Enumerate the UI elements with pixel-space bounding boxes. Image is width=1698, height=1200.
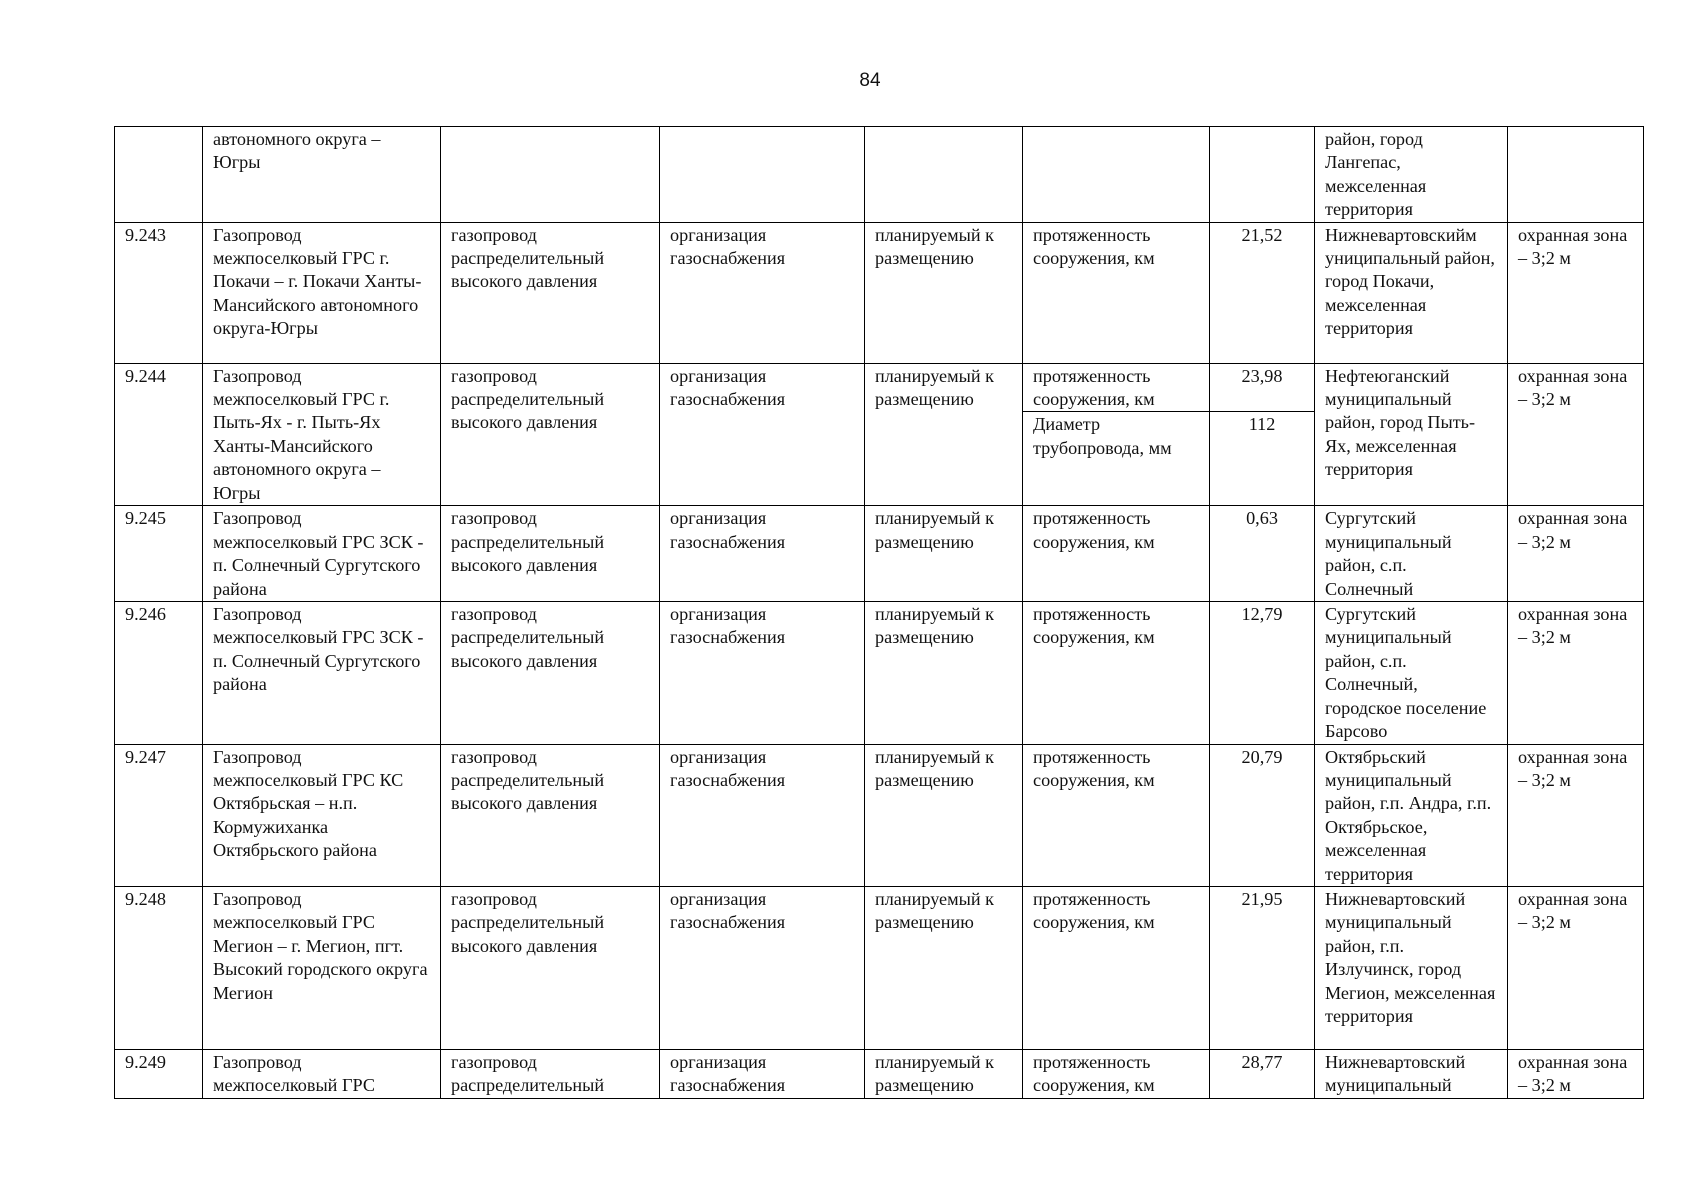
page-number: 84 xyxy=(859,70,881,91)
cell-id: 9.247 xyxy=(115,744,203,886)
table-row xyxy=(115,1049,1644,1098)
cell-name: автономного округа – Югры xyxy=(203,127,441,223)
cell-value: 23,98 xyxy=(1210,363,1315,412)
cell-status xyxy=(865,127,1023,223)
cell-param-diameter: Диаметр трубопровода, мм xyxy=(1023,412,1210,506)
table-row xyxy=(115,222,1644,363)
cell-name: Газопровод межпоселковый ГРС г. Покачи – г. Покачи Ханты-Мансийского автономного округа-Югры xyxy=(203,222,441,363)
cell-location: Нижневартовскийм униципальный район, город Покачи, межселенная территория xyxy=(1315,222,1508,363)
cell-name: Газопровод межпоселковый ГРС Мегион – г. Мегион, пгт. Высокий городского округа Мегион xyxy=(203,886,441,1049)
cell-id: 9.243 xyxy=(115,222,203,363)
cell-value xyxy=(1210,127,1315,223)
cell-param: протяженность сооружения, км xyxy=(1023,602,1210,744)
cell-zone: охранная зона – 3;2 м xyxy=(1508,506,1644,602)
cell-location: Октябрьский муниципальный район, г.п. Андра, г.п. Октябрьское, межселенная территория xyxy=(1315,744,1508,886)
cell-param: протяженность сооружения, км xyxy=(1023,222,1210,363)
cell-value: 21,52 xyxy=(1210,222,1315,363)
cell-status: планируемый к размещению xyxy=(865,506,1023,602)
cell-zone: охранная зона – 3;2 м xyxy=(1508,363,1644,506)
cell-status: планируемый к размещению xyxy=(865,886,1023,1049)
cell-value-diameter: 112 xyxy=(1210,412,1315,506)
cell-type: газопровод распределительный высокого давления xyxy=(441,744,660,886)
cell-id: 9.244 xyxy=(115,363,203,506)
cell-type: газопровод распределительный xyxy=(441,1049,660,1098)
table-row xyxy=(115,506,1644,602)
cell-org: организация газоснабжения xyxy=(660,744,865,886)
cell-org: организация газоснабжения xyxy=(660,222,865,363)
cell-zone: охранная зона – 3;2 м xyxy=(1508,744,1644,886)
cell-status: планируемый к размещению xyxy=(865,222,1023,363)
cell-value: 21,95 xyxy=(1210,886,1315,1049)
cell-name: Газопровод межпоселковый ГРС КС Октябрьская – н.п. Кормужиханка Октябрьского района xyxy=(203,744,441,886)
cell-type: газопровод распределительный высокого давления xyxy=(441,602,660,744)
cell-type xyxy=(441,127,660,223)
cell-location: Сургутский муниципальный район, с.п. Солнечный xyxy=(1315,506,1508,602)
cell-name: Газопровод межпоселковый ГРС ЗСК - п. Солнечный Сургутского района xyxy=(203,602,441,744)
table-row xyxy=(115,744,1644,886)
cell-value: 20,79 xyxy=(1210,744,1315,886)
table-row-continuation xyxy=(115,127,1644,223)
cell-value: 0,63 xyxy=(1210,506,1315,602)
cell-value: 28,77 xyxy=(1210,1049,1315,1098)
cell-location: Нижневартовский муниципальный xyxy=(1315,1049,1508,1098)
table-row xyxy=(115,602,1644,744)
cell-status: планируемый к размещению xyxy=(865,744,1023,886)
cell-zone: охранная зона – 3;2 м xyxy=(1508,1049,1644,1098)
cell-org: организация газоснабжения xyxy=(660,886,865,1049)
cell-type: газопровод распределительный высокого давления xyxy=(441,506,660,602)
cell-status: планируемый к размещению xyxy=(865,602,1023,744)
cell-param: протяженность сооружения, км xyxy=(1023,363,1210,412)
cell-location: Нижневартовский муниципальный район, г.п. Излучинск, город Мегион, межселенная территория xyxy=(1315,886,1508,1049)
cell-param: протяженность сооружения, км xyxy=(1023,744,1210,886)
cell-org xyxy=(660,127,865,223)
cell-type: газопровод распределительный высокого давления xyxy=(441,363,660,506)
cell-zone xyxy=(1508,127,1644,223)
cell-location: Нефтеюганский муниципальный район, город Пыть-Ях, межселенная территория xyxy=(1315,363,1508,506)
cell-param: протяженность сооружения, км xyxy=(1023,886,1210,1049)
cell-status: планируемый к размещению xyxy=(865,1049,1023,1098)
table-row xyxy=(115,363,1644,412)
cell-id: 9.245 xyxy=(115,506,203,602)
cell-zone: охранная зона – 3;2 м xyxy=(1508,222,1644,363)
cell-location: Сургутский муниципальный район, с.п. Солнечный, городское поселение Барсово xyxy=(1315,602,1508,744)
cell-zone: охранная зона – 3;2 м xyxy=(1508,602,1644,744)
cell-org: организация газоснабжения xyxy=(660,363,865,506)
cell-name: Газопровод межпоселковый ГРС xyxy=(203,1049,441,1098)
cell-id: 9.248 xyxy=(115,886,203,1049)
cell-param xyxy=(1023,127,1210,223)
cell-name: Газопровод межпоселковый ГРС ЗСК - п. Солнечный Сургутского района xyxy=(203,506,441,602)
cell-id xyxy=(115,127,203,223)
cell-type: газопровод распределительный высокого давления xyxy=(441,222,660,363)
cell-zone: охранная зона – 3;2 м xyxy=(1508,886,1644,1049)
cell-value: 12,79 xyxy=(1210,602,1315,744)
table-row xyxy=(115,886,1644,1049)
cell-status: планируемый к размещению xyxy=(865,363,1023,506)
cell-location: район, город Лангепас, межселенная территория xyxy=(1315,127,1508,223)
cell-type: газопровод распределительный высокого давления xyxy=(441,886,660,1049)
cell-id: 9.249 xyxy=(115,1049,203,1098)
cell-org: организация газоснабжения xyxy=(660,506,865,602)
facilities-table xyxy=(114,126,1644,1099)
cell-name: Газопровод межпоселковый ГРС г. Пыть-Ях - г. Пыть-Ях Ханты-Мансийского автономного округа – Югры xyxy=(203,363,441,506)
cell-org: организация газоснабжения xyxy=(660,1049,865,1098)
cell-id: 9.246 xyxy=(115,602,203,744)
cell-param: протяженность сооружения, км xyxy=(1023,1049,1210,1098)
cell-org: организация газоснабжения xyxy=(660,602,865,744)
cell-param: протяженность сооружения, км xyxy=(1023,506,1210,602)
